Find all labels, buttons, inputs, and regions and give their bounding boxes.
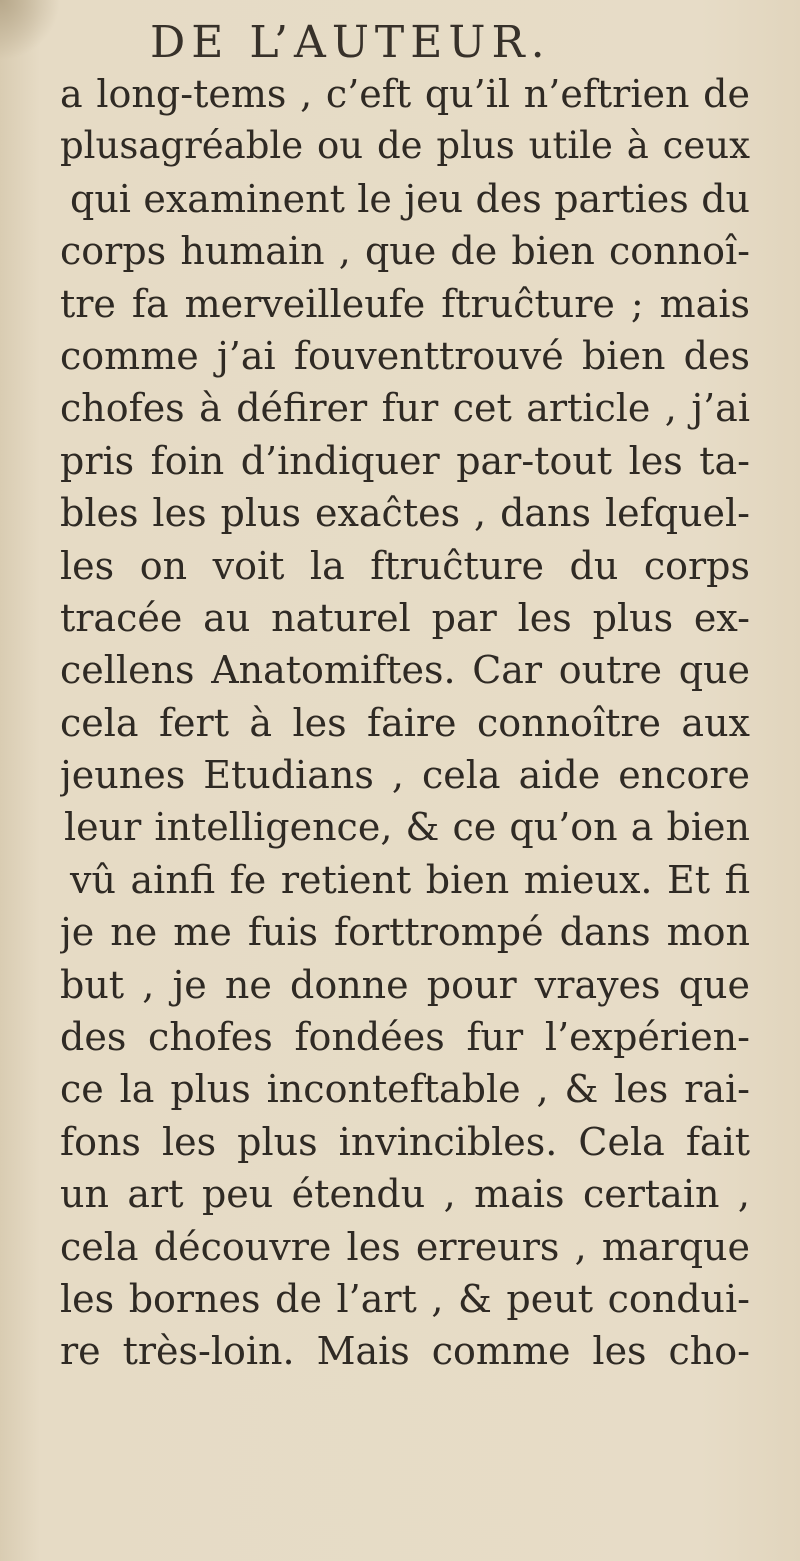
text-line: pris foin d’indiquer par-tout les ta- — [60, 438, 750, 483]
text-line: les bornes de l’art , & peut condui- — [60, 1276, 750, 1321]
body-text — [60, 68, 750, 1378]
text-line: cellens Anatomiftes. Car outre que — [60, 648, 750, 693]
text-line: but , je ne donne pour vrayes que — [60, 962, 750, 1007]
text-line: plusagréable ou de plus utile à ceux — [60, 124, 750, 168]
text-line: les on voit la ftruĉture du corps — [60, 543, 750, 588]
text-line: cela découvre les erreurs , marque — [60, 1224, 750, 1269]
text-line: tracée au naturel par les plus ex- — [60, 595, 750, 640]
text-line: bles les plus exaĉtes , dans lefquel- — [60, 491, 750, 536]
text-line: comme j’ai fouventtrouvé bien des — [60, 333, 750, 378]
text-line: vû ainfi fe retient bien mieux. Et fi — [70, 857, 750, 902]
text-line: fons les plus invincibles. Cela fait — [60, 1119, 750, 1164]
text-line: qui examinent le jeu des parties du — [70, 176, 750, 221]
text-line: jeunes Etudians , cela aide encore — [60, 753, 750, 798]
running-head: DE L’AUTEUR. — [150, 17, 551, 68]
text-line: des chofes fondées fur l’expérien- — [60, 1015, 750, 1060]
text-line: a long-tems , c’eft qu’il n’eftrien de — [60, 72, 750, 116]
text-line: corps humain , que de bien connoî- — [60, 229, 750, 274]
text-line: cela fert à les faire connoître aux — [60, 700, 750, 745]
text-line: je ne me fuis forttrompé dans mon — [60, 910, 750, 955]
text-line: leur intelligence, & ce qu’on a bien — [64, 805, 750, 850]
text-line: un art peu étendu , mais certain , — [60, 1172, 750, 1217]
page-stain — [0, 0, 60, 60]
text-line: tre fa merveilleufe ftruĉture ; mais — [60, 281, 750, 326]
text-line: ce la plus inconteftable , & les rai- — [60, 1067, 750, 1112]
text-line: chofes à défirer fur cet article , j’ai — [60, 386, 750, 431]
text-line: re très-loin. Mais comme les cho- — [60, 1329, 750, 1374]
